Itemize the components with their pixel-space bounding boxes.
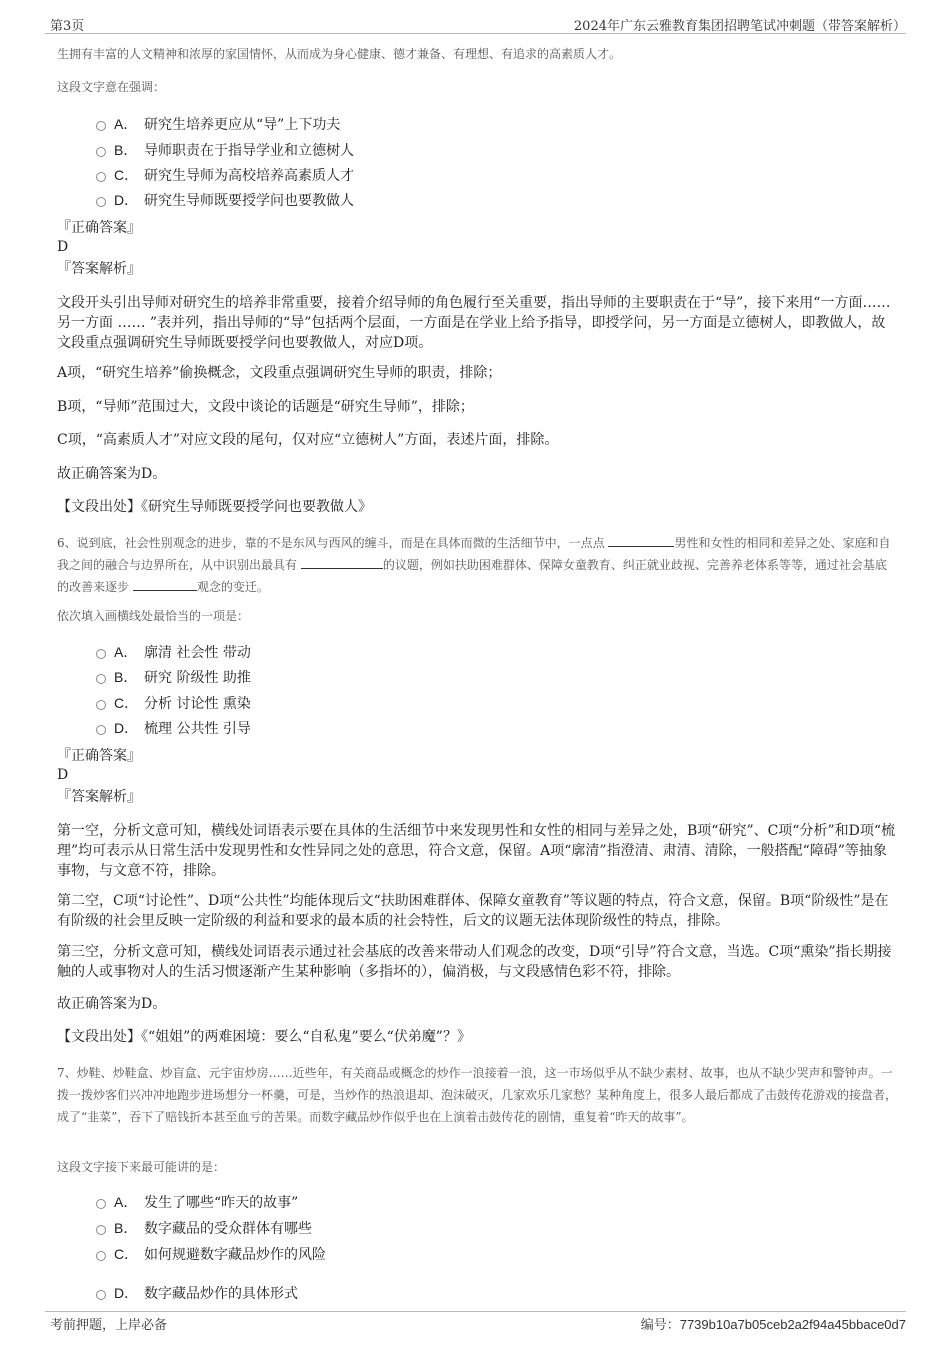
option-text: 数字藏品炒作的具体形式	[144, 1286, 298, 1302]
page-number: 第3页	[50, 19, 85, 34]
radio-icon[interactable]	[96, 121, 106, 131]
option-letter: A．	[114, 1194, 138, 1210]
option-letter: A．	[114, 644, 138, 660]
option-letter: D．	[114, 192, 139, 208]
q6-prompt: 依次填入画横线处最恰当的一项是：	[57, 609, 250, 623]
option-text: 发生了哪些“昨天的故事”	[144, 1195, 299, 1211]
q5-analysis-label: 『答案解析』	[57, 261, 141, 277]
option-text: 廓清 社会性 带动	[144, 645, 251, 661]
q6-answer: D	[57, 767, 69, 783]
radio-icon[interactable]	[96, 1251, 106, 1261]
option-letter: C．	[114, 1246, 139, 1262]
q5-analysis-5: 故正确答案为D。	[57, 466, 167, 482]
q5-option-b[interactable]	[96, 139, 354, 161]
option-letter: C．	[114, 167, 139, 183]
q6-source: 【文段出处】《“姐姐”的两难困境：要么“自私鬼”要么“伏弟魔”？》	[57, 1029, 471, 1045]
q6-analysis-4: 故正确答案为D。	[57, 996, 167, 1012]
q6-analysis-3: 第三空，分析文意可知，横线处词语表示通过社会基底的改善来带动人们观念的改变，D项“引导”符合文意，当选。C项“熏染”指长期接触的人或事物对人的生活习惯逐渐产生某种影响（多指坏的），偏消极，与文段感情色彩不符，排除。	[57, 944, 892, 980]
q6-passage-part: 6、说到底，社会性别观念的进步，靠的不是东风与西风的缠斗，而是在具体而微的生活细节中，一点点	[57, 536, 605, 550]
header-divider	[45, 33, 906, 34]
option-text: 如何规避数字藏品炒作的风险	[144, 1247, 326, 1263]
q6-passage	[57, 532, 897, 598]
q6-analysis-1: 第一空，分析文意可知，横线处词语表示要在具体的生活细节中来发现男性和女性的相同与差异之处，B项“研究”、C项“分析”和D项“梳理”均可表示从日常生活中发现男性和女性异同之处的意思，符合文意，保留。A项“廓清”指澄清、肃清、清除，一般搭配“障碍”等抽象事物，与文意不符，排除。	[57, 823, 896, 879]
option-text: 梳理 公共性 引导	[144, 721, 251, 737]
q5-answer: D	[57, 239, 69, 255]
q6-analysis-label: 『答案解析』	[57, 789, 141, 805]
radio-icon[interactable]	[96, 197, 106, 207]
option-text: 分析 讨论性 熏染	[144, 696, 251, 712]
q5-option-a[interactable]	[96, 113, 340, 135]
q5-option-c[interactable]	[96, 164, 354, 186]
q7-option-c[interactable]	[96, 1243, 326, 1265]
option-text: 数字藏品的受众群体有哪些	[144, 1221, 312, 1237]
radio-icon[interactable]	[96, 725, 106, 735]
q6-answer-label: 『正确答案』	[57, 748, 141, 764]
code-value: 7739b10a7b05ceb2a2f94a45bbace0d7	[679, 1317, 906, 1332]
q5-option-d[interactable]	[96, 189, 354, 211]
q6-option-b[interactable]	[96, 666, 251, 688]
q7-option-d[interactable]	[96, 1282, 298, 1304]
q5-passage-tail: 生拥有丰富的人文精神和浓厚的家国情怀，从而成为身心健康、德才兼备、有理想、有追求的高素质人才。	[57, 47, 622, 61]
option-letter: B．	[114, 669, 138, 685]
option-text: 研究生导师为高校培养高素质人才	[144, 168, 354, 184]
option-text: 研究生培养更应从“导”上下功夫	[144, 117, 341, 133]
radio-icon[interactable]	[96, 674, 106, 684]
radio-icon[interactable]	[96, 649, 106, 659]
fill-blank	[608, 534, 674, 547]
q7-option-a[interactable]	[96, 1191, 298, 1213]
radio-icon[interactable]	[96, 700, 106, 710]
radio-icon[interactable]	[96, 172, 106, 182]
option-text: 研究生导师既要授学问也要教做人	[144, 193, 354, 209]
fill-blank	[133, 578, 197, 591]
fill-blank	[301, 556, 383, 569]
radio-icon[interactable]	[96, 1225, 106, 1235]
radio-icon[interactable]	[96, 147, 106, 157]
q7-option-b[interactable]	[96, 1217, 312, 1239]
option-letter: D．	[114, 720, 139, 736]
q5-analysis-1: 文段开头引出导师对研究生的培养非常重要，接着介绍导师的角色履行至关重要，指出导师的主要职责在于“导”，接下来用“一方面……另一方面 …… ”表并列，指出导师的“导”包括两个层面，一方面是在学业上给予指导，即授学问，另一方面是立德树人，即教做人，故文段重点强调研究生导师既要授学问也要教做人，对应D项。	[57, 295, 891, 351]
footer-divider	[45, 1311, 906, 1312]
q5-prompt: 这段文字意在强调：	[57, 80, 166, 94]
q6-option-a[interactable]	[96, 641, 251, 663]
footer-slogan: 考前押题，上岸必备	[50, 1318, 168, 1333]
q6-passage-part: 男性和女性的相同和差异之处、家庭和自我之间的融合与边界所在，从中识别出最具有	[57, 536, 891, 572]
code-label: 编号：	[640, 1318, 680, 1333]
document-code	[641, 1314, 906, 1333]
radio-icon[interactable]	[96, 1199, 106, 1209]
document-title: 2024年广东云雅教育集团招聘笔试冲刺题（带答案解析）	[573, 19, 906, 34]
option-letter: B．	[114, 142, 138, 158]
q5-analysis-4: C项，“高素质人才”对应文段的尾句，仅对应“立德树人”方面，表述片面，排除。	[57, 432, 559, 448]
option-letter: B．	[114, 1220, 138, 1236]
option-letter: D．	[114, 1285, 139, 1301]
q6-analysis-2: 第二空，C项“讨论性”、D项“公共性”均能体现后文“扶助困难群体、保障女童教育”等议题的特点，符合文意，保留。B项“阶级性”是在有阶级的社会里反映一定阶级的利益和要求的最本质的社会特性，后文的议题无法体现阶级性的特点，排除。	[57, 893, 889, 929]
q7-prompt: 这段文字接下来最可能讲的是：	[57, 1160, 226, 1174]
q7-passage: 7、炒鞋、炒鞋盒、炒盲盒、元宇宙炒房……近些年，有关商品或概念的炒作一浪接着一浪，这一市场似乎从不缺少素材、故事，也从不缺少哭声和警钟声。一拨一拨炒客们兴冲冲地跑步进场想分一杯羹，可是，当炒作的热浪退却、泡沫破灭，几家欢乐几家愁？某种角度上，很多人最后都成了击鼓传花游戏的接盘者，成了“韭菜”，吞下了赔钱折本甚至血亏的苦果。而数字藏品炒作似乎也在上演着击鼓传花的剧情，重复着“昨天的故事”。	[57, 1066, 898, 1124]
option-text: 研究 阶级性 助推	[144, 670, 251, 686]
q6-option-d[interactable]	[96, 717, 251, 739]
q6-option-c[interactable]	[96, 692, 251, 714]
q5-answer-label: 『正确答案』	[57, 220, 141, 236]
option-letter: A．	[114, 116, 138, 132]
q5-source: 【文段出处】《研究生导师既要授学问也要教做人》	[57, 499, 372, 515]
radio-icon[interactable]	[96, 1290, 106, 1300]
q5-analysis-2: A项，“研究生培养”偷换概念，文段重点强调研究生导师的职责，排除；	[57, 365, 502, 381]
q6-passage-part: 观念的变迁。	[196, 580, 269, 594]
q6-passage-part: 的议题，例如扶助困难群体、保障女童教育、纠正就业歧视、完善养老体系等等，通过社会基底的改善来逐步	[57, 558, 887, 594]
q5-analysis-3: B项，“导师”范围过大，文段中谈论的话题是“研究生导师”，排除；	[57, 399, 474, 415]
option-letter: C．	[114, 695, 139, 711]
option-text: 导师职责在于指导学业和立德树人	[144, 143, 354, 159]
